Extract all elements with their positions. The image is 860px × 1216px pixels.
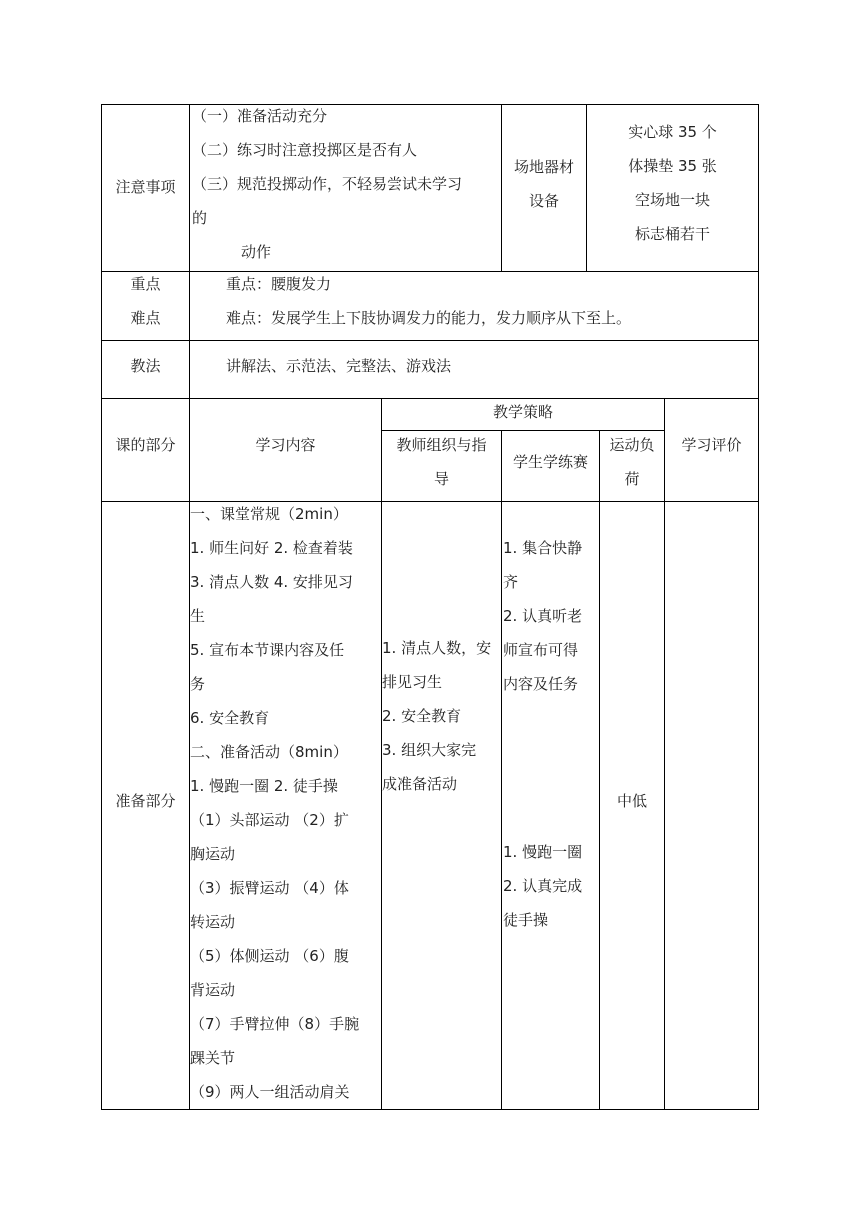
header-teacher-1: 教师组织与指 (396, 436, 487, 454)
notes-line-2: （二）练习时注意投掷区是否有人 (192, 141, 418, 159)
teacher-line: 2. 安全教育 (382, 707, 462, 725)
header-load-2: 荷 (624, 470, 640, 488)
content-line: 一、课堂常规（2min） (190, 505, 348, 523)
notes-line-1: （一）准备活动充分 (192, 107, 328, 125)
student-line: 2. 认真完成 (503, 877, 583, 895)
header-part: 课的部分 (115, 436, 176, 454)
student-line: 齐 (503, 573, 519, 591)
content-line: 务 (190, 675, 206, 693)
col-border (758, 104, 759, 1110)
content-line: 6. 安全教育 (190, 709, 270, 727)
student-line: 2. 认真听老 (503, 607, 583, 625)
col-border (599, 430, 600, 1110)
difficulty-point: 难点：发展学生上下肢协调发力的能力，发力顺序从下至上。 (226, 309, 632, 327)
content-line: 转运动 (190, 913, 236, 931)
equipment-label-1: 场地器材 (513, 158, 574, 176)
teacher-line: 3. 组织大家完 (382, 741, 477, 759)
student-line: 1. 慢跑一圈 (503, 843, 583, 861)
prep-load: 中低 (616, 792, 647, 810)
teacher-line: 1. 清点人数，安 (382, 639, 492, 657)
col-border (501, 430, 502, 1110)
content-line: 3. 清点人数 4. 安排见习 (190, 573, 353, 591)
content-line: （1）头部运动 （2）扩 (190, 811, 349, 829)
content-line: （5）体侧运动 （6）腹 (190, 947, 349, 965)
col-border (664, 398, 665, 1110)
prep-content-list (190, 497, 359, 1109)
methods-label: 教法 (130, 357, 161, 375)
student-line: 1. 集合快静 (503, 539, 583, 557)
content-line: 踝关节 (190, 1049, 236, 1067)
equipment-label-2: 设备 (528, 192, 559, 210)
row-border (101, 340, 759, 341)
header-strategy: 教学策略 (492, 403, 553, 421)
equipment-item-2: 体操垫 35 张 (628, 157, 717, 175)
content-line: （9）两人一组活动肩关 (190, 1083, 350, 1101)
header-teacher-2: 导 (433, 470, 449, 488)
header-load-1: 运动负 (609, 436, 655, 454)
student-line: 徒手操 (503, 911, 549, 929)
row-border (101, 271, 759, 272)
header-content: 学习内容 (255, 436, 316, 454)
teacher-line: 成准备活动 (382, 775, 458, 793)
content-line: 5. 宣布本节课内容及任 (190, 641, 345, 659)
key-label: 重点 (130, 275, 161, 293)
content-line: 1. 师生问好 2. 检查着装 (190, 539, 353, 557)
content-line: （3）振臂运动 （4）体 (190, 879, 349, 897)
content-line: （7）手臂拉伸（8）手腕 (190, 1015, 360, 1033)
equipment-item-4: 标志桶若干 (634, 225, 710, 243)
teacher-line: 排见习生 (382, 673, 443, 691)
student-line: 师宣布可得 (503, 641, 579, 659)
equipment-item-3: 空场地一块 (634, 191, 710, 209)
prep-student-list-b (503, 835, 582, 937)
notes-label: 注意事项 (115, 178, 176, 196)
header-student: 学生学练赛 (512, 453, 588, 471)
notes-line-3: （三）规范投掷动作，不轻易尝试未学习 (192, 175, 463, 193)
content-line: 二、准备活动（8min） (190, 743, 348, 761)
methods-value: 讲解法、示范法、完整法、游戏法 (226, 357, 452, 375)
content-line: 生 (190, 607, 206, 625)
content-line: 背运动 (190, 981, 236, 999)
prep-student-list-a (503, 531, 582, 701)
student-line: 内容及任务 (503, 675, 579, 693)
content-line: 1. 慢跑一圈 2. 徒手操 (190, 777, 338, 795)
notes-line-5: 动作 (241, 243, 272, 261)
content-line: 胸运动 (190, 845, 236, 863)
header-evaluation: 学习评价 (681, 436, 742, 454)
difficulty-label: 难点 (130, 309, 161, 327)
col-border (101, 104, 102, 1110)
key-point: 重点：腰腹发力 (226, 275, 332, 293)
prep-part-label: 准备部分 (115, 792, 176, 810)
row-border (101, 1109, 759, 1110)
equipment-item-1: 实心球 35 个 (628, 123, 717, 141)
prep-teacher-list (382, 631, 491, 801)
notes-line-4: 的 (192, 209, 208, 227)
